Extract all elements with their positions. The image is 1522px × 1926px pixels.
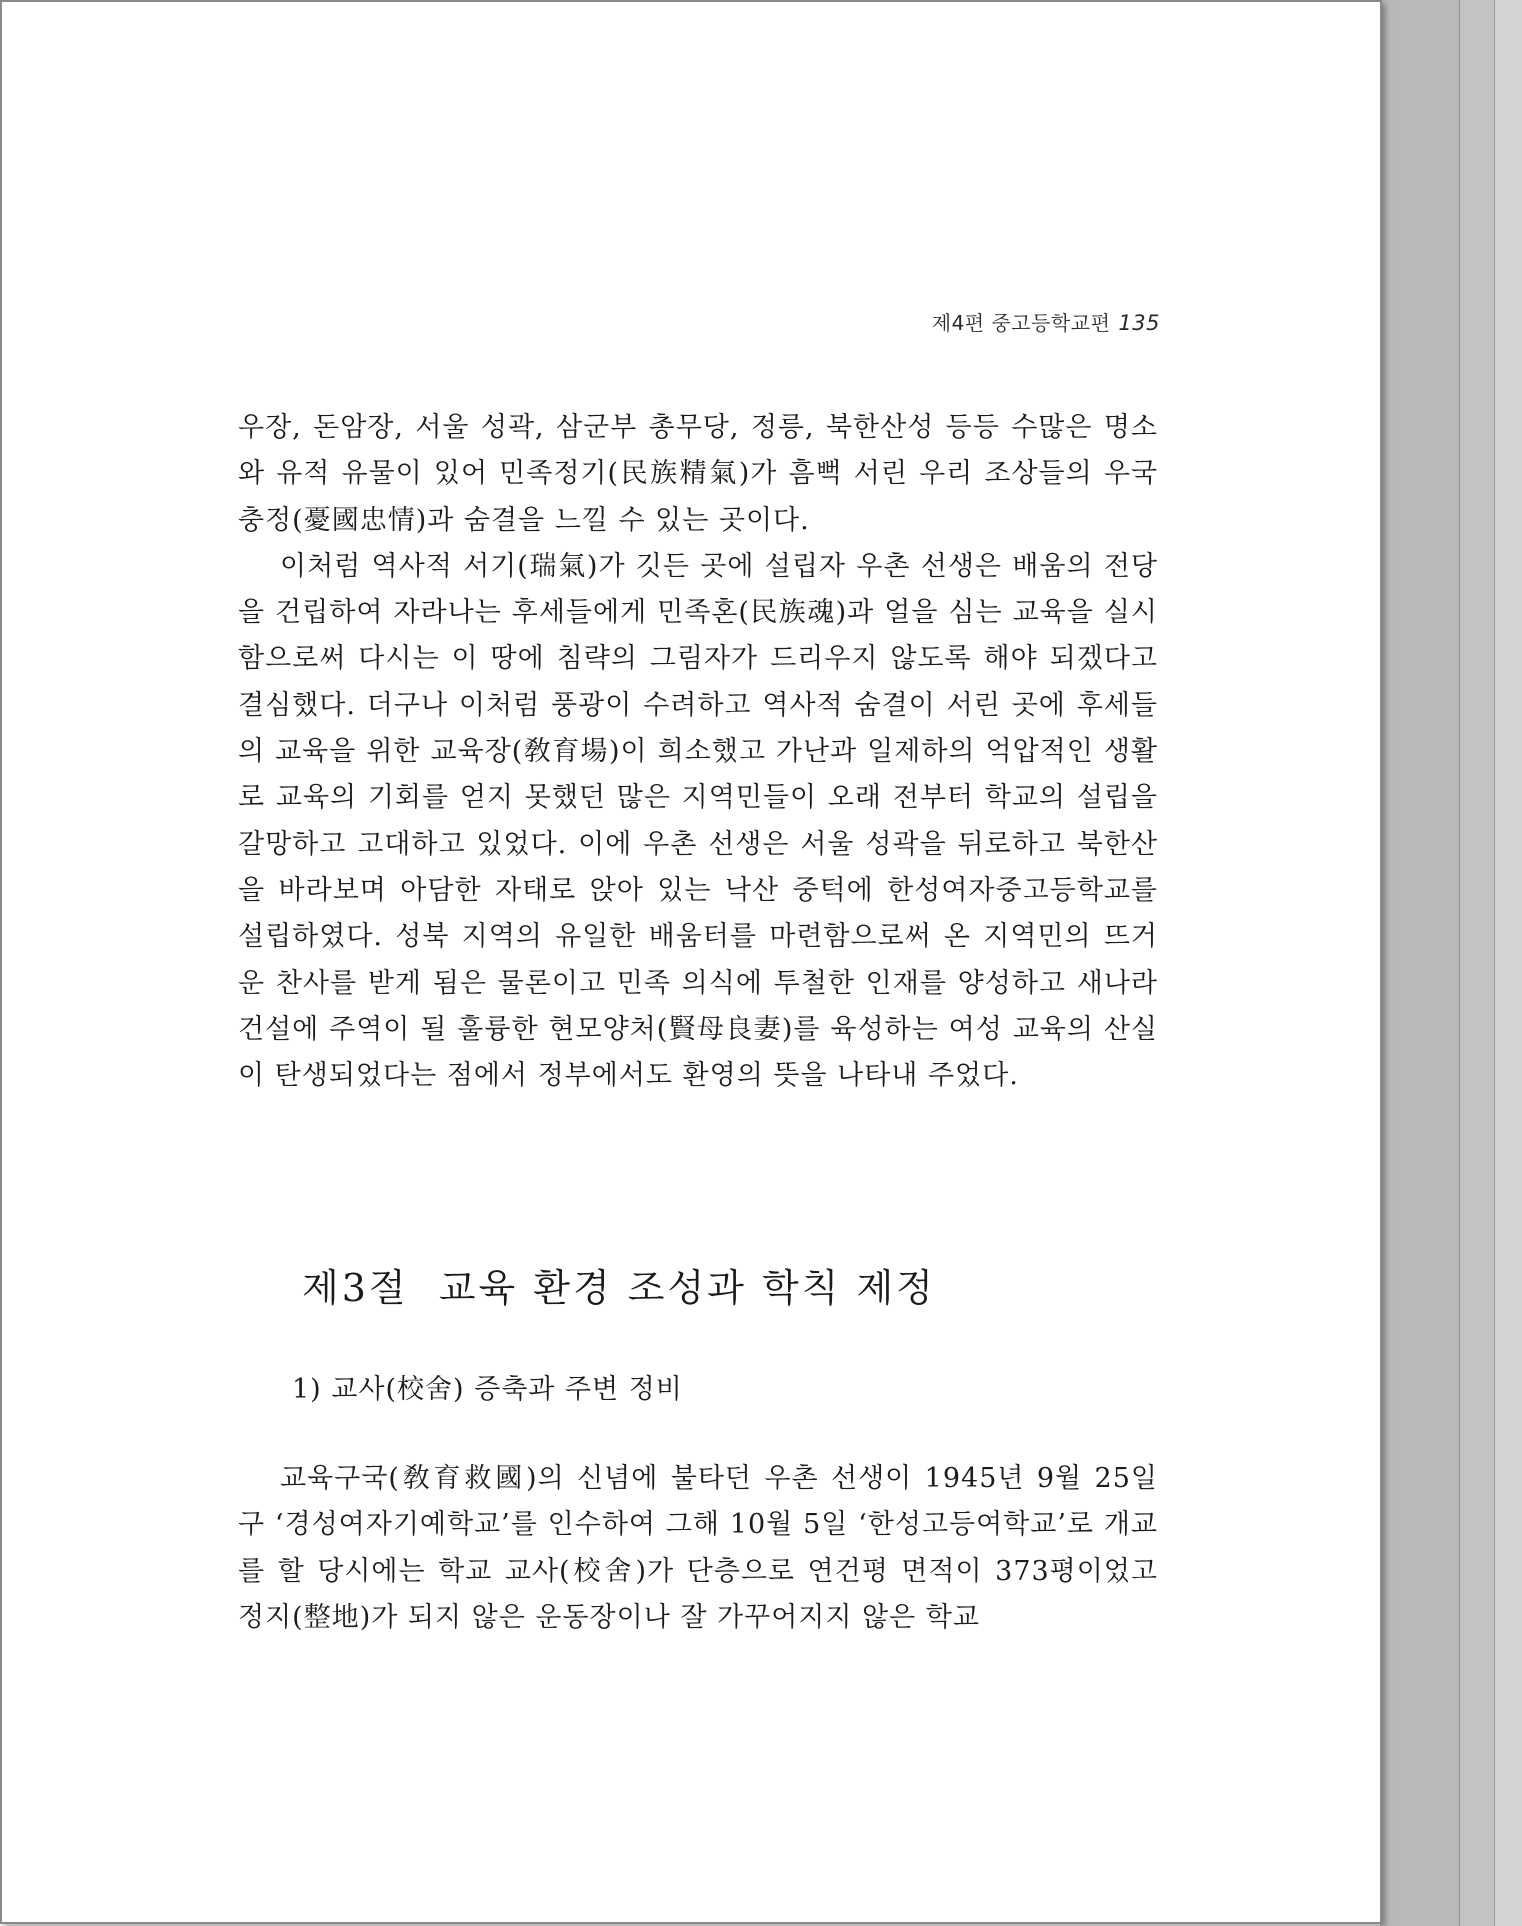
running-head [932, 307, 1160, 336]
running-head-section: 제4편 중고등학교편 [931, 311, 1111, 335]
book-page-stack-inner [1380, 0, 1460, 1926]
paragraph: 우장, 돈암장, 서울 성곽, 삼군부 총무당, 정릉, 북한산성 등등 수많은 명소와 유적 유물이 있어 민족정기(民族精氣)가 흠뻑 서린 우리 조상들의 우국충정(憂國忠情)과 숨결을 느낄 수 있는 곳이다. [238, 412, 1158, 536]
page-number: 135 [1118, 311, 1160, 335]
paragraph: 이처럼 역사적 서기(瑞氣)가 깃든 곳에 설립자 우촌 선생은 배움의 전당을 건립하여 자라나는 후세들에게 민족혼(民族魂)과 얼을 심는 교육을 실시함으로써 다시는 이 땅에 침략의 그림자가 드리우지 않도록 해야 되겠다고 결심했다. 더구나 이처럼 풍광이 수려하고 역사적 숨결이 서린 곳에 후세들의 교육을 위한 교육장(敎育場)이 희소했고 가난과 일제하의 억압적인 생활로 교육의 기회를 얻지 못했던 많은 지역민들이 오래 전부터 학교의 설립을 갈망하고 고대하고 있었다. 이에 우촌 선생은 서울 성곽을 뒤로하고 북한산을 바라보며 아담한 자태로 앉아 있는 낙산 중턱에 한성여자중고등학교를 설립하였다. 성북 지역의 유일한 배움터를 마련함으로써 온 지역민의 뜨거운 찬사를 받게 됨은 물론이고 민족 의식에 투철한 인재를 양성하고 새나라 건설에 주역이 될 훌륭한 현모양처(賢母良妻)를 육성하는 여성 교육의 산실이 탄생되었다는 점에서 정부에서도 환영의 뜻을 나타내 주었다. [238, 550, 1158, 1092]
section-heading: 제3절 교육 환경 조성과 학칙 제정 [302, 1266, 936, 1310]
subsection-heading: 1) 교사(校舍) 증축과 주변 정비 [292, 1374, 683, 1405]
body-text-top [238, 405, 1158, 1099]
body-text-bottom [238, 1456, 1158, 1641]
paragraph: 교육구국(敎育救國)의 신념에 불타던 우촌 선생이 1945년 9월 25일 구 ‘경성여자기예학교’를 인수하여 그해 10월 5일 ‘한성고등여학교’로 개교를 할 당시에는 학교 교사(校舍)가 단층으로 연건평 면적이 373평이었고 정지(整地)가 되지 않은 운동장이나 잘 가꾸어지지 않은 학교 [238, 1463, 1158, 1633]
